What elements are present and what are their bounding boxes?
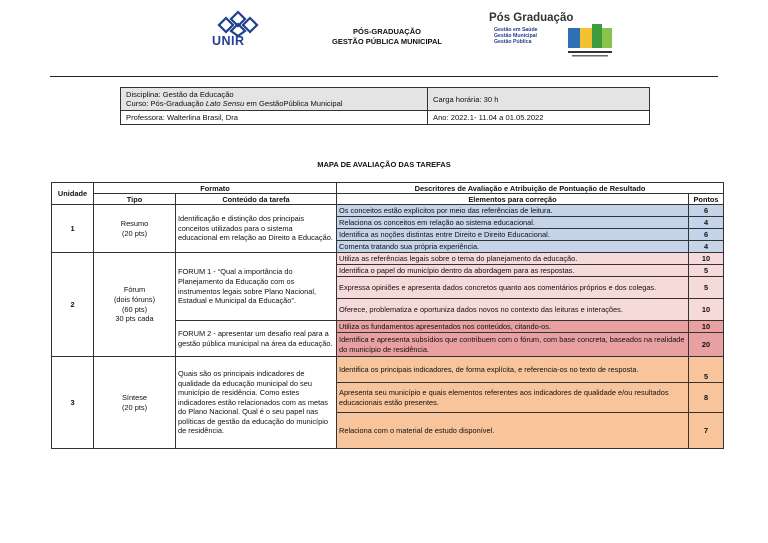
unir-logo-text: UNIR [212,34,245,48]
pos-graduacao-logo-lines [494,27,538,45]
uab-logo [566,24,616,60]
conteudo-forum-2: FORUM 2 - apresentar um desafio real para a gestão pública municipal na área da educação. [176,321,337,357]
pg-line-municipal: Gestão Municipal [494,33,537,39]
pg-line-saude: Gestão em Saúde [494,27,538,33]
conteudo-unidade-3: Quais são os principais indicadores de qualidade da educação municipal do seu município de residência. Como estes indicadores estão relacionados com as metas do Plano Nacional. Qual é o seu papel nas políticas de gestão da educação do município de residência. [176,357,337,449]
header-unidade: Unidade [52,183,94,205]
pontos-cell: 5 [689,357,724,383]
table-row: Comenta tratando sua própria experiência. [337,241,689,253]
table-row: Identifica o papel do município dentro da abordagem para as respostas. [337,265,689,277]
header-title-line1: PÓS-GRADUAÇÃO [353,27,421,36]
unidade-1: 1 [52,205,94,253]
pontos-cell: 20 [689,333,724,357]
curso-text: Curso: Pós-Graduação Lato Sensu em GestãoPública Municipal [126,99,343,108]
table-row: Relaciona os conceitos em relação ao sistema educacional. [337,217,689,229]
pontos-cell: 4 [689,217,724,229]
pontos-cell: 7 [689,413,724,449]
header-pontos: Pontos [689,194,724,205]
course-info-cell [121,88,428,111]
table-row: Oferece, problematiza e oportuniza dados novos no contexto das leituras e interações. [337,299,689,321]
header-formato: Formato [94,183,337,194]
pos-graduacao-logo-title: Pós Graduação [489,12,574,24]
header-title-line2: GESTÃO PÚBLICA MUNICIPAL [332,37,442,46]
map-title: MAPA DE AVALIAÇÃO DAS TAREFAS [317,160,451,169]
tipo-sintese: Síntese (20 pts) [94,357,176,449]
table-row: Identifica os principais indicadores, de forma explícita, e referencia-os no texto de resposta. [337,357,689,383]
table-row: Identifica e apresenta subsídios que contribuem com o fórum, com base concreta, baseados na realidade do município de residência. [337,333,689,357]
unir-emblem-icon [205,10,271,36]
header-descritores: Descritores de Avaliação e Atribuição de Pontuação de Resultado [337,183,724,194]
professora-text: Professora: Walterlina Brasil, Dra [121,111,428,125]
disciplina-text: Disciplina: Gestão da Educação [126,90,234,99]
header-title [318,27,456,47]
table-row: Utiliza os fundamentos apresentados nos conteúdos, citando-os. [337,321,689,333]
header-conteudo: Conteúdo da tarefa [176,194,337,205]
unidade-3: 3 [52,357,94,449]
uab-emblem-icon [566,24,616,60]
tipo-forum: Fórum (dois fóruns) (60 pts) 30 pts cada [94,253,176,357]
conteudo-unidade-1: Identificação e distinção dos principais conceitos utilizados para o sistema educacional em relação ao Direito a Educação. [176,205,337,253]
table-row: Utiliza as referências legais sobre o tema do planejamento da educação. [337,253,689,265]
pontos-cell: 10 [689,253,724,265]
unidade-2: 2 [52,253,94,357]
pontos-cell: 10 [689,321,724,333]
ano-text: Ano: 2022.1- 11.04 a 01.05.2022 [428,111,650,125]
table-row: Expressa opiniões e apresenta dados concretos quanto aos comentários próprios e dos colegas. [337,277,689,299]
evaluation-table [51,182,724,449]
header-elementos: Elementos para correção [337,194,689,205]
pontos-cell: 5 [689,265,724,277]
pontos-cell: 10 [689,299,724,321]
pontos-cell: 6 [689,229,724,241]
pontos-cell: 8 [689,383,724,413]
conteudo-forum-1: FORUM 1 - “Qual a importância do Planejamento da Educação com os instrumentos legais sobre Plano Nacional, Estadual e Municipal da Educação”. [176,253,337,321]
header-divider [50,76,718,77]
pg-line-publica: Gestão Pública [494,39,532,45]
pontos-cell: 6 [689,205,724,217]
table-row: Identifica as noções distintas entre Direito e Direito Educacional. [337,229,689,241]
table-row: Os conceitos estão explícitos por meio das referências de leitura. [337,205,689,217]
course-info-table [120,87,650,125]
table-row: Relaciona com o material de estudo disponível. [337,413,689,449]
carga-horaria: Carga horária: 30 h [428,88,650,111]
pontos-cell: 4 [689,241,724,253]
tipo-resumo: Resumo (20 pts) [94,205,176,253]
header-tipo: Tipo [94,194,176,205]
pontos-cell: 5 [689,277,724,299]
unir-logo [205,10,271,52]
table-row: Apresenta seu município e quais elementos referentes aos indicadores de qualidade e/ou resultados educacionais estão presentes. [337,383,689,413]
